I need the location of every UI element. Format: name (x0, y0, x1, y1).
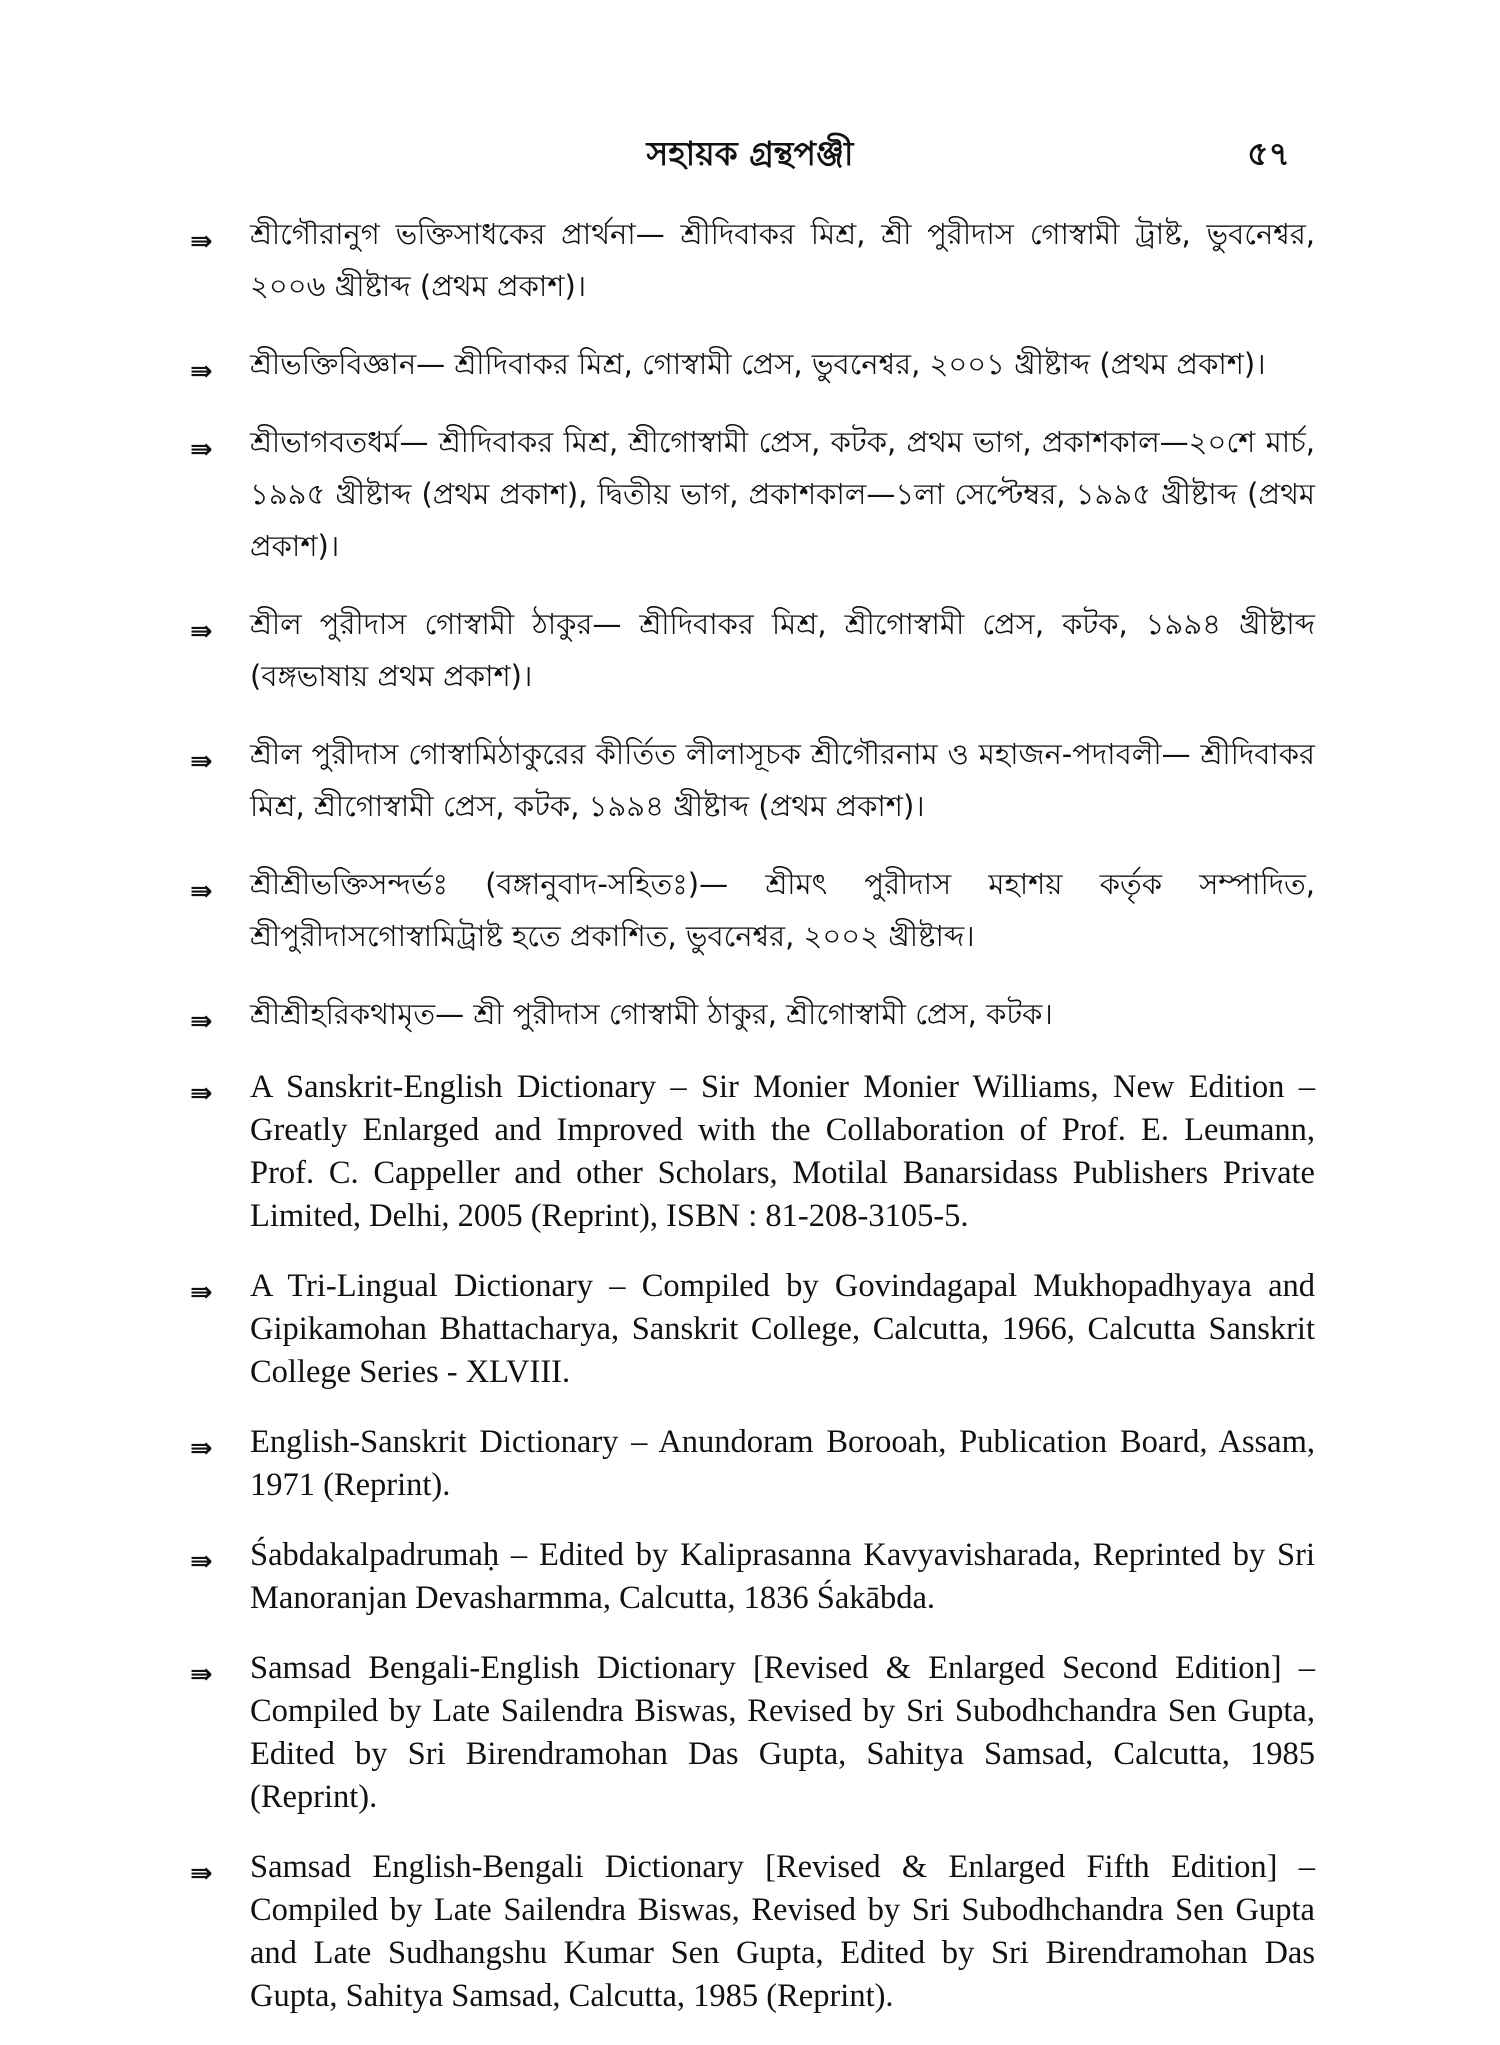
double-arrow-icon: ⇛ (190, 876, 213, 907)
running-head (0, 128, 1500, 178)
bibliography-entry (190, 1647, 1315, 1819)
bibliography-entry (190, 1421, 1315, 1507)
double-arrow-icon: ⇛ (190, 1659, 213, 1690)
entry-text: English-Sanskrit Dictionary – Anundoram Borooah, Publication Board, Assam, 1971 (Reprint). (250, 1424, 1315, 1503)
double-arrow-icon: ⇛ (190, 746, 213, 777)
double-arrow-icon: ⇛ (190, 1006, 213, 1037)
entry-text: A Tri-Lingual Dictionary – Compiled by Govindagapal Mukhopadhyaya and Gipikamohan Bhattacharya, Sanskrit College, Calcutta, 1966, Calcutta Sanskrit College Series - XLVIII. (250, 1268, 1315, 1390)
double-arrow-icon: ⇛ (190, 1546, 213, 1577)
double-arrow-icon: ⇛ (190, 1433, 213, 1464)
bibliography-entry (190, 728, 1315, 832)
double-arrow-icon: ⇛ (190, 1858, 213, 1889)
bibliography-entry (190, 416, 1315, 572)
entry-text: শ্রীভক্তিবিজ্ঞান— শ্রীদিবাকর মিশ্র, গোস্বামী প্রেস, ভুবনেশ্বর, ২০০১ খ্রীষ্টাব্দ (প্রথম প্রকাশ)। (250, 347, 1266, 381)
entry-text: Śabdakalpadrumaḥ – Edited by Kaliprasanna Kavyavisharada, Reprinted by Sri Manoranjan Devasharmma, Calcutta, 1836 Śakābda. (250, 1537, 1315, 1616)
entry-text: Samsad Bengali-English Dictionary [Revised & Enlarged Second Edition] – Compiled by Late Sailendra Biswas, Revised by Sri Subodhchandra Sen Gupta, Edited by Sri Birendramohan Das Gupta, Sahitya Samsad, Calcutta, 1985 (Reprint). (250, 1650, 1315, 1815)
entry-text: শ্রীভাগবতধর্ম— শ্রীদিবাকর মিশ্র, শ্রীগোস্বামী প্রেস, কটক, প্রথম ভাগ, প্রকাশকাল—২০শে মার্চ, ১৯৯৫ খ্রীষ্টাব্দ (প্রথম প্রকাশ), দ্বিতীয় ভাগ, প্রকাশকাল—১লা সেপ্টেম্বর, ১৯৯৫ খ্রীষ্টাব্দ (প্রথম প্রকাশ)। (250, 425, 1315, 563)
page-number: ৫৭ (1247, 134, 1290, 173)
bibliography-entry (190, 858, 1315, 962)
entry-text: শ্রীল পুরীদাস গোস্বামী ঠাকুর— শ্রীদিবাকর মিশ্র, শ্রীগোস্বামী প্রেস, কটক, ১৯৯৪ খ্রীষ্টাব্দ (বঙ্গভাষায় প্রথম প্রকাশ)। (250, 607, 1315, 693)
bibliography-list (190, 208, 1315, 2045)
bibliography-entry (190, 1265, 1315, 1394)
bibliography-entry (190, 988, 1315, 1040)
entry-text: শ্রীশ্রীহরিকথামৃত— শ্রী পুরীদাস গোস্বামী ঠাকুর, শ্রীগোস্বামী প্রেস, কটক। (250, 997, 1053, 1031)
double-arrow-icon: ⇛ (190, 434, 213, 465)
double-arrow-icon: ⇛ (190, 356, 213, 387)
entry-text: Samsad English-Bengali Dictionary [Revised & Enlarged Fifth Edition] – Compiled by Late Sailendra Biswas, Revised by Sri Subodhchandra Sen Gupta and Late Sudhangshu Kumar Sen Gupta, Edited by Sri Birendramohan Das Gupta, Sahitya Samsad, Calcutta, 1985 (Reprint). (250, 1849, 1315, 2014)
entry-text: A Sanskrit-English Dictionary – Sir Monier Monier Williams, New Edition – Greatly Enlarged and Improved with the Collaboration of Prof. E. Leumann, Prof. C. Cappeller and other Scholars, Motilal Banarsidass Publishers Private Limited, Delhi, 2005 (Reprint), ISBN : 81-208-3105-5. (250, 1069, 1315, 1234)
bibliography-entry (190, 338, 1315, 390)
double-arrow-icon: ⇛ (190, 1277, 213, 1308)
double-arrow-icon: ⇛ (190, 226, 213, 257)
bibliography-entry (190, 1534, 1315, 1620)
double-arrow-icon: ⇛ (190, 616, 213, 647)
bibliography-entry (190, 1846, 1315, 2018)
double-arrow-icon: ⇛ (190, 1078, 213, 1109)
entry-text: শ্রীগৌরানুগ ভক্তিসাধকের প্রার্থনা— শ্রীদিবাকর মিশ্র, শ্রী পুরীদাস গোস্বামী ট্রাষ্ট, ভুবনেশ্বর, ২০০৬ খ্রীষ্টাব্দ (প্রথম প্রকাশ)। (250, 217, 1315, 303)
bibliography-entry (190, 1066, 1315, 1238)
entry-text: শ্রীশ্রীভক্তিসন্দর্ভঃ (বঙ্গানুবাদ-সহিতঃ)— শ্রীমৎ পুরীদাস মহাশয় কর্তৃক সম্পাদিত, শ্রীপুরীদাসগোস্বামিট্রাষ্ট হতে প্রকাশিত, ভুবনেশ্বর, ২০০২ খ্রীষ্টাব্দ। (250, 867, 1315, 953)
bibliography-entry (190, 598, 1315, 702)
bibliography-entry (190, 208, 1315, 312)
entry-text: শ্রীল পুরীদাস গোস্বামিঠাকুরের কীর্তিত লীলাসূচক শ্রীগৌরনাম ও মহাজন-পদাবলী— শ্রীদিবাকর মিশ্র, শ্রীগোস্বামী প্রেস, কটক, ১৯৯৪ খ্রীষ্টাব্দ (প্রথম প্রকাশ)। (250, 737, 1315, 823)
page-title: সহায়ক গ্রন্থপঞ্জী (646, 134, 854, 173)
